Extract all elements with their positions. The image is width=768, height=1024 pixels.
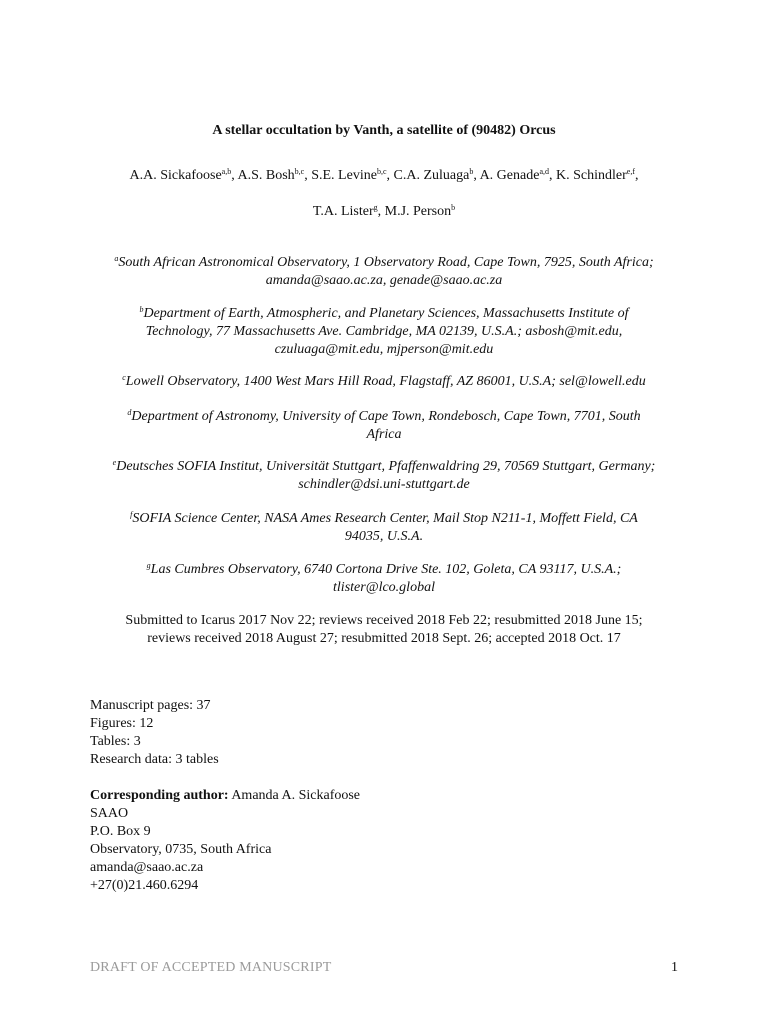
- address-line: SAAO: [90, 806, 129, 821]
- address-line: P.O. Box 9: [90, 824, 151, 839]
- submission-history: [90, 612, 678, 648]
- author-separator: ,: [634, 168, 639, 183]
- phone-number: +27(0)21.460.6294: [90, 878, 199, 893]
- corresponding-author-label: Corresponding author:: [90, 788, 229, 803]
- author-separator: ,: [549, 168, 556, 183]
- author-name: C.A. Zuluaga: [393, 168, 470, 183]
- table-count: Tables: 3: [90, 734, 141, 749]
- affiliation-text: Las Cumbres Observatory, 6740 Cortona Drive Ste. 102, Goleta, CA 93117, U.S.A.;: [150, 562, 622, 577]
- author-name: A. Genade: [479, 168, 540, 183]
- affiliation-c: [90, 373, 678, 391]
- address-line: Observatory, 0735, South Africa: [90, 842, 272, 857]
- page-number: 1: [671, 960, 678, 975]
- author-name: A.S. Bosh: [237, 168, 295, 183]
- author-affiliation-marker: b,c: [376, 167, 387, 176]
- manuscript-pages: Manuscript pages: 37: [90, 698, 211, 713]
- author-name: M.J. Person: [384, 204, 452, 219]
- affiliation-text: Africa: [366, 427, 402, 442]
- affiliation-text: Department of Earth, Atmospheric, and Planetary Sciences, Massachusetts Institute of: [143, 306, 629, 321]
- manuscript-info: [90, 697, 219, 769]
- affiliation-line: [90, 408, 678, 426]
- affiliation-line: [90, 476, 678, 494]
- paper-title: A stellar occultation by Vanth, a satellite of (90482) Orcus: [212, 123, 556, 138]
- author-name: S.E. Levine: [311, 168, 377, 183]
- affiliation-text: czuluaga@mit.edu, mjperson@mit.edu: [274, 342, 494, 357]
- author-affiliation-marker: g: [373, 203, 378, 212]
- affiliation-line: [90, 254, 678, 272]
- affiliation-marker: a: [114, 254, 119, 263]
- email-link[interactable]: amanda@saao.ac.za: [90, 860, 204, 875]
- affiliation-text: Deutsches SOFIA Institut, Universität Stuttgart, Pfaffenwaldring 29, 70569 Stuttgart, Germany;: [116, 459, 656, 474]
- affiliation-b: [90, 305, 678, 359]
- affiliation-line: [90, 528, 678, 546]
- author-list-line-2: [0, 204, 768, 220]
- affiliation-marker: d: [127, 408, 132, 417]
- author-separator: ,: [386, 168, 394, 183]
- affiliation-line: [90, 305, 678, 323]
- author-separator: ,: [377, 204, 385, 219]
- affiliation-marker: g: [146, 561, 151, 570]
- author-affiliation-marker: b: [451, 203, 456, 212]
- affiliation-line: [90, 561, 678, 579]
- affiliation-g: [90, 561, 678, 597]
- affiliation-marker: f: [130, 510, 133, 519]
- affiliation-line: [90, 272, 678, 290]
- affiliation-line: [90, 579, 678, 597]
- affiliation-line: [90, 373, 678, 391]
- affiliation-marker: e: [112, 458, 117, 467]
- affiliation-line: [90, 510, 678, 528]
- footer-draft-label: DRAFT OF ACCEPTED MANUSCRIPT: [90, 960, 332, 975]
- affiliation-text: tlister@lco.global: [333, 580, 435, 595]
- affiliation-line: [90, 458, 678, 476]
- affiliation-text: South African Astronomical Observatory, 1 Observatory Road, Cape Town, 7925, South Africa;: [118, 255, 654, 270]
- affiliation-text: Technology, 77 Massachusetts Ave. Cambridge, MA 02139, U.S.A.; asbosh@mit.edu,: [145, 324, 623, 339]
- submission-line: Submitted to Icarus 2017 Nov 22; reviews received 2018 Feb 22; resubmitted 2018 June 15;: [125, 613, 643, 628]
- affiliation-text: Lowell Observatory, 1400 West Mars Hill Road, Flagstaff, AZ 86001, U.S.A; sel@lowell.edu: [125, 374, 646, 389]
- author-separator: ,: [304, 168, 312, 183]
- corresponding-author-block: [90, 787, 360, 895]
- affiliation-d: [90, 408, 678, 444]
- affiliation-text: amanda@saao.ac.za, genade@saao.ac.za: [265, 273, 503, 288]
- affiliation-marker: b: [139, 305, 144, 314]
- corresponding-author-name: Amanda A. Sickafoose: [228, 788, 361, 803]
- affiliation-f: [90, 510, 678, 546]
- affiliation-text: 94035, U.S.A.: [344, 529, 424, 544]
- affiliation-line: [90, 323, 678, 341]
- affiliation-text: schindler@dsi.uni-stuttgart.de: [298, 477, 470, 492]
- author-separator: ,: [473, 168, 480, 183]
- affiliation-e: [90, 458, 678, 494]
- figure-count: Figures: 12: [90, 716, 154, 731]
- author-name: K. Schindler: [556, 168, 627, 183]
- author-name: A.A. Sickafoose: [129, 168, 222, 183]
- research-data: Research data: 3 tables: [90, 752, 219, 767]
- author-list-line-1: [0, 168, 768, 184]
- author-affiliation-marker: a,d: [539, 167, 549, 176]
- author-affiliation-marker: b,c: [294, 167, 305, 176]
- affiliation-marker: c: [122, 373, 126, 382]
- author-affiliation-marker: e,f: [626, 167, 635, 176]
- author-affiliation-marker: a,b: [221, 167, 232, 176]
- author-name: T.A. Lister: [312, 204, 374, 219]
- affiliation-line: [90, 426, 678, 444]
- submission-line: reviews received 2018 August 27; resubmitted 2018 Sept. 26; accepted 2018 Oct. 17: [147, 631, 621, 646]
- author-separator: ,: [231, 168, 238, 183]
- affiliation-text: Department of Astronomy, University of Cape Town, Rondebosch, Cape Town, 7701, South: [131, 409, 641, 424]
- affiliation-a: [90, 254, 678, 290]
- affiliation-text: SOFIA Science Center, NASA Ames Research Center, Mail Stop N211-1, Moffett Field, CA: [132, 511, 638, 526]
- affiliation-line: [90, 341, 678, 359]
- author-affiliation-marker: b: [469, 167, 474, 176]
